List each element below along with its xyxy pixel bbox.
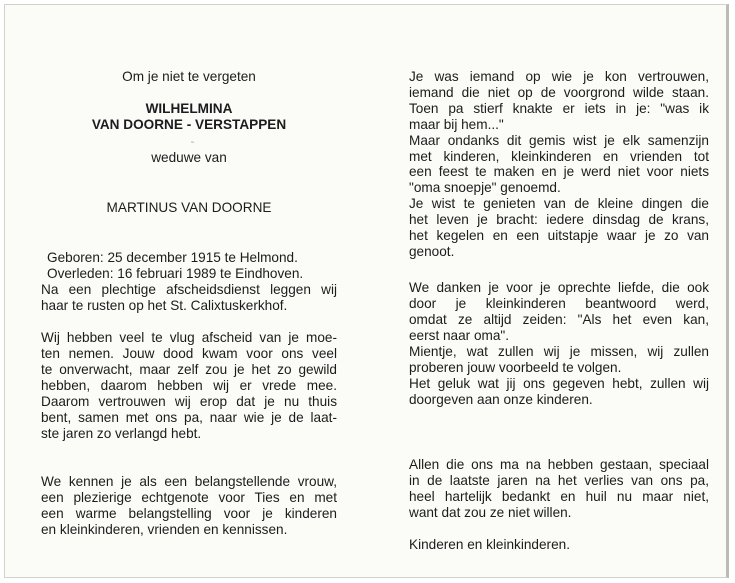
text-line: te onverwacht, maar zelf zou je het zo gewild — [41, 361, 337, 377]
text-line: omdat ze altijd zeiden: "Als het even kan, — [409, 311, 709, 327]
text-line: Mientje, wat zullen wij je missen, wij zullen — [409, 344, 709, 359]
text-line: proberen jouw voorbeeld te volgen. — [409, 359, 622, 375]
burial-paragraph — [41, 282, 337, 314]
death-line: Overleden: 16 februari 1989 te Eindhoven. — [47, 266, 304, 281]
text-line: Toen pa stierf knakte er iets in je: "was ik — [409, 100, 709, 116]
text-line: Wij hebben veel te vlug afscheid van je moe- — [41, 330, 337, 345]
text-line: ten nemen. Jouw dood kwam voor ons veel — [41, 345, 337, 361]
thanks-paragraph — [409, 280, 709, 344]
text-line: het leven je bracht: iedere dinsdag de krans, — [409, 212, 709, 228]
gratitude-paragraph — [409, 457, 709, 521]
text-line: een plezierige echtgenote voor Ties en met — [41, 489, 337, 505]
text-line: hebben, daarom hebben wij er vrede mee. — [41, 377, 337, 393]
text-line: en kleinkinderen, vrienden en kennissen. — [41, 521, 288, 537]
closing-signature: Kinderen en kleinkinderen. — [409, 537, 570, 552]
text-line: Het geluk wat jij ons gegeven hebt, zullen wij — [409, 375, 709, 391]
text-line: genoot. — [409, 243, 455, 259]
text-line: een warme belangstelling voor je kinderen — [41, 505, 337, 521]
text-line: Je was iemand op wie je kon vertrouwen, — [409, 69, 709, 84]
text-line: Allen die ons ma na hebben gestaan, speciaal — [409, 457, 709, 472]
text-line: maar bij hem..." — [409, 116, 504, 132]
trust-paragraph — [41, 394, 337, 442]
text-line: Na een plechtige afscheidsdienst leggen wij — [41, 282, 337, 297]
text-line: ste jaren zo verlangd hebt. — [41, 425, 202, 441]
text-line: Je wist te genieten van de kleine dingen die — [409, 196, 709, 212]
text-line: We danken je voor je oprechte liefde, die ook — [409, 280, 709, 295]
husband-name: MARTINUS VAN DOORNE — [106, 200, 272, 215]
memorial-card — [4, 4, 729, 578]
memory-paragraph — [409, 69, 709, 260]
text-line: bent, samen met ons pa, naar wie je de laat- — [41, 409, 337, 425]
text-line: want dat zou ze niet willen. — [409, 504, 572, 520]
text-line: heel hartelijk bedankt en huil nu maar niet, — [409, 488, 709, 504]
text-line: Daarom vertrouwen wij erop dat je nu thuis — [41, 394, 337, 409]
text-line: Maar ondanks dit gemis wist je elk samenzijn — [409, 132, 709, 148]
intro-line: Om je niet te vergeten — [122, 69, 256, 84]
character-paragraph — [41, 474, 337, 538]
text-line: eerst naar oma". — [409, 327, 510, 343]
deceased-first-name: WILHELMINA — [145, 101, 233, 116]
print-mark: ˜ — [191, 140, 194, 150]
text-line: in de laatste jaren na het verlies van ons pa, — [409, 472, 709, 488]
miss-you-paragraph — [409, 344, 709, 408]
text-line: "oma snoepje" genoemd. — [409, 180, 561, 196]
text-line: doorgeven aan onze kinderen. — [409, 391, 593, 407]
text-line: We kennen je als een belangstellende vrouw, — [41, 474, 337, 489]
text-line: iemand die niet op de voorgrond wilde staan. — [409, 84, 709, 100]
text-line: haar te rusten op het St. Calixtuskerkhof. — [41, 297, 288, 313]
text-line: door je kleinkinderen beantwoord werd, — [409, 295, 709, 311]
widow-of-line: weduwe van — [151, 150, 227, 165]
text-line: het kegelen en een uitstapje waar je zo van — [409, 228, 709, 244]
text-line: een feest te maken en je werd niet voor niets — [409, 164, 709, 180]
text-line: met kinderen, kleinkinderen en vrienden tot — [409, 148, 709, 164]
deceased-surname: VAN DOORNE - VERSTAPPEN — [91, 117, 287, 132]
birth-line: Geboren: 25 december 1915 te Helmond. — [47, 250, 298, 265]
farewell-paragraph — [41, 330, 337, 394]
